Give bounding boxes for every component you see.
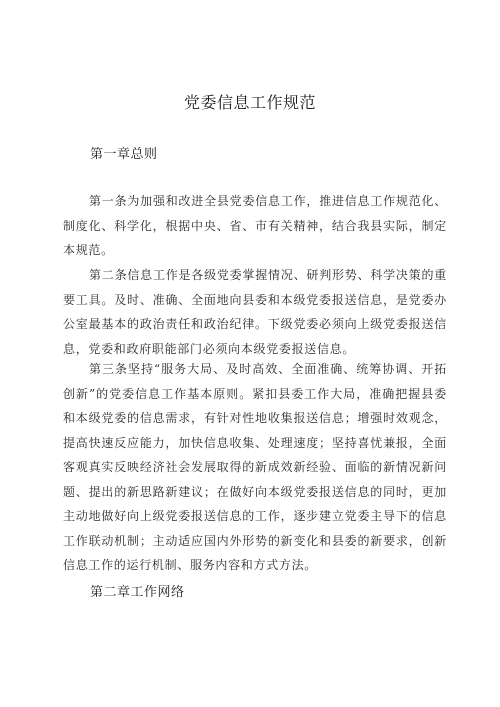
article-3-paragraph: 第三条坚持“服务大局、及时高效、全面准确、统筹协调、开拓创新”的党委信息工作基本原则。紧扣县委工作大局，准确把握县委和本级党委的信息需求，有针对性地收集报送信息；增强时效观念，提高快速反应能力，加快信息收集、处理速度；坚持喜忧兼报，全面客观真实反映经济社会发展取得的新成效新经验、面临的新情况新问题、提出的新思路新建议；在做好向本级党委报送信息的同时，更加主动地做好向上级党委报送信息的工作，逐步建立党委主导下的信息工作联动机制；主动适应国内外形势的新变化和县委的新要求，创新信息工作的运行机制、服务内容和方式方法。: [63, 362, 447, 572]
chapter-2-heading: 第二章工作网络: [90, 585, 185, 600]
document-title: 党委信息工作规范: [183, 93, 316, 112]
chapter-1-heading: 第一章总则: [90, 147, 158, 162]
article-2-paragraph: 第二条信息工作是各级党委掌握情况、研判形势、科学决策的重要工具。及时、准确、全面地向县委和本级党委报送信息，是党委办公室最基本的政治责任和政治纪律。下级党委必须向上级党委报送信息，党委和政府职能部门必须向本级党委报送信息。: [63, 268, 447, 356]
article-1-paragraph: 第一条为加强和改进全县党委信息工作，推进信息工作规范化、制度化、科学化，根据中央、省、市有关精神，结合我县实际，制定本规范。: [63, 194, 447, 257]
